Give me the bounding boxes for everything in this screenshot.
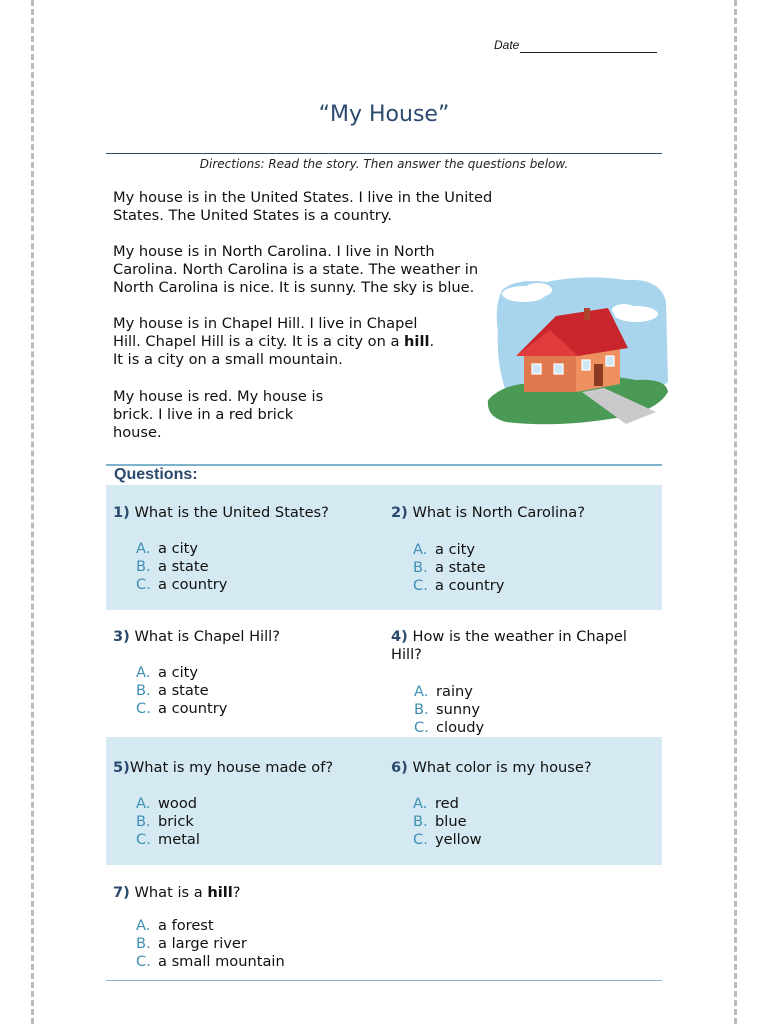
question-3 [113, 628, 373, 646]
option-letter: C. [136, 700, 151, 718]
question-6 [391, 759, 651, 777]
option-text: blue [435, 813, 467, 831]
question-5-number: 5) [113, 759, 130, 776]
option-text: a forest [158, 917, 214, 934]
story-paragraph-3-end: . It is a city on a small mountain. [113, 333, 435, 369]
question-6-text: What color is my house? [412, 759, 592, 776]
question-5-options [136, 795, 200, 850]
option-text: a large river [158, 935, 247, 953]
date-field-line [520, 52, 657, 53]
option-letter: C. [136, 831, 151, 849]
option-text: yellow [435, 831, 482, 849]
question-3-option-c[interactable] [136, 700, 227, 718]
story-paragraph-3-text: My house is in Chapel Hill. I live in Chapel Hill. Chapel Hill is a city. It is a city on a [113, 315, 418, 351]
question-6-option-b[interactable] [413, 813, 482, 831]
question-7-text [134, 884, 240, 901]
story-bold-hill: hill [404, 333, 430, 351]
option-text: a small mountain [158, 953, 285, 971]
option-text: a country [158, 700, 228, 718]
page-border-right [734, 0, 737, 1024]
questions-heading: Questions: [114, 466, 198, 483]
question-7-option-c[interactable] [136, 953, 285, 971]
question-2-number: 2) [391, 504, 408, 521]
option-letter: C. [136, 953, 151, 971]
option-letter: A. [136, 795, 151, 812]
question-4-option-b[interactable] [414, 701, 484, 719]
directions-text: Directions: Read the story. Then answer the questions below. [199, 157, 569, 171]
question-2-option-c[interactable] [413, 577, 504, 595]
option-text: wood [158, 795, 198, 812]
question-3-text: What is Chapel Hill? [134, 628, 280, 645]
option-letter: B. [136, 935, 151, 953]
question-3-option-b[interactable] [136, 682, 227, 700]
option-text: a city [435, 541, 476, 558]
story-paragraph-4: My house is red. My house is brick. I live in a red brick house. [113, 388, 324, 442]
option-text: a city [158, 664, 199, 681]
option-text: a state [158, 682, 209, 700]
question-3-number: 3) [113, 628, 130, 645]
question-1-option-b[interactable] [136, 558, 227, 576]
question-2-option-a[interactable] [413, 541, 504, 559]
question-7-options [136, 917, 285, 972]
question-4-options [414, 683, 484, 738]
option-text: a country [158, 576, 228, 594]
house-illustration [486, 272, 670, 430]
question-7-bold-hill: hill [207, 884, 233, 901]
story-paragraph-2: My house is in North Carolina. I live in North Carolina. North Carolina is a state. The weather in North Carolina is nice. It is sunny. The sky is blue. [113, 243, 479, 297]
option-letter: A. [414, 683, 429, 700]
bottom-divider [106, 980, 662, 981]
title-divider [106, 153, 662, 154]
question-4-number: 4) [391, 628, 408, 645]
option-letter: A. [136, 540, 151, 557]
story-paragraph-1: My house is in the United States. I live in the United States. The United States is a country. [113, 189, 493, 225]
question-4-text: How is the weather in Chapel Hill? [391, 628, 627, 664]
question-1-text: What is the United States? [134, 504, 329, 521]
question-7 [113, 884, 373, 902]
question-4 [391, 628, 649, 664]
question-4-option-c[interactable] [414, 719, 484, 737]
option-letter: B. [413, 813, 428, 831]
question-3-options [136, 664, 227, 719]
option-letter: A. [413, 795, 428, 812]
option-text: a country [435, 577, 505, 595]
question-6-option-c[interactable] [413, 831, 482, 849]
question-7-number: 7) [113, 884, 130, 901]
option-letter: A. [413, 541, 428, 558]
question-1-options [136, 540, 227, 595]
option-text: red [435, 795, 459, 812]
question-1 [113, 504, 373, 522]
option-letter: A. [136, 664, 151, 681]
question-6-option-a[interactable] [413, 795, 482, 813]
question-1-option-c[interactable] [136, 576, 227, 594]
question-5-option-c[interactable] [136, 831, 200, 849]
option-text: sunny [436, 701, 480, 719]
question-2-options [413, 541, 504, 596]
option-letter: B. [414, 701, 429, 719]
question-2-option-b[interactable] [413, 559, 504, 577]
option-letter: C. [413, 577, 428, 595]
question-2 [391, 504, 651, 522]
option-letter: C. [413, 831, 428, 849]
question-6-number: 6) [391, 759, 408, 776]
option-text: brick [158, 813, 194, 831]
option-letter: A. [136, 917, 151, 934]
question-2-text: What is North Carolina? [412, 504, 585, 521]
option-text: metal [158, 831, 200, 849]
question-5-option-a[interactable] [136, 795, 200, 813]
question-7-text-start: What is a [134, 884, 208, 901]
question-6-options [413, 795, 482, 850]
option-text: a state [158, 558, 209, 576]
question-4-option-a[interactable] [414, 683, 484, 701]
question-5 [113, 759, 383, 777]
option-letter: B. [136, 682, 151, 700]
option-letter: B. [136, 558, 151, 576]
page-border-left [31, 0, 34, 1024]
option-letter: B. [413, 559, 428, 577]
page-title: “My House” [318, 102, 450, 127]
option-text: a city [158, 540, 199, 557]
question-1-option-a[interactable] [136, 540, 227, 558]
date-label: Date [494, 38, 520, 52]
question-7-text-end: ? [232, 884, 241, 901]
option-letter: C. [414, 719, 429, 737]
question-5-text: What is my house made of? [129, 759, 334, 776]
question-7-option-a[interactable] [136, 917, 285, 935]
option-letter: C. [136, 576, 151, 594]
option-text: rainy [436, 683, 473, 700]
story-paragraph-3 [113, 315, 448, 370]
option-letter: B. [136, 813, 151, 831]
question-5-option-b[interactable] [136, 813, 200, 831]
option-text: cloudy [436, 719, 485, 737]
option-text: a state [435, 559, 486, 577]
question-3-option-a[interactable] [136, 664, 227, 682]
question-7-option-b[interactable] [136, 935, 285, 953]
question-1-number: 1) [113, 504, 130, 521]
